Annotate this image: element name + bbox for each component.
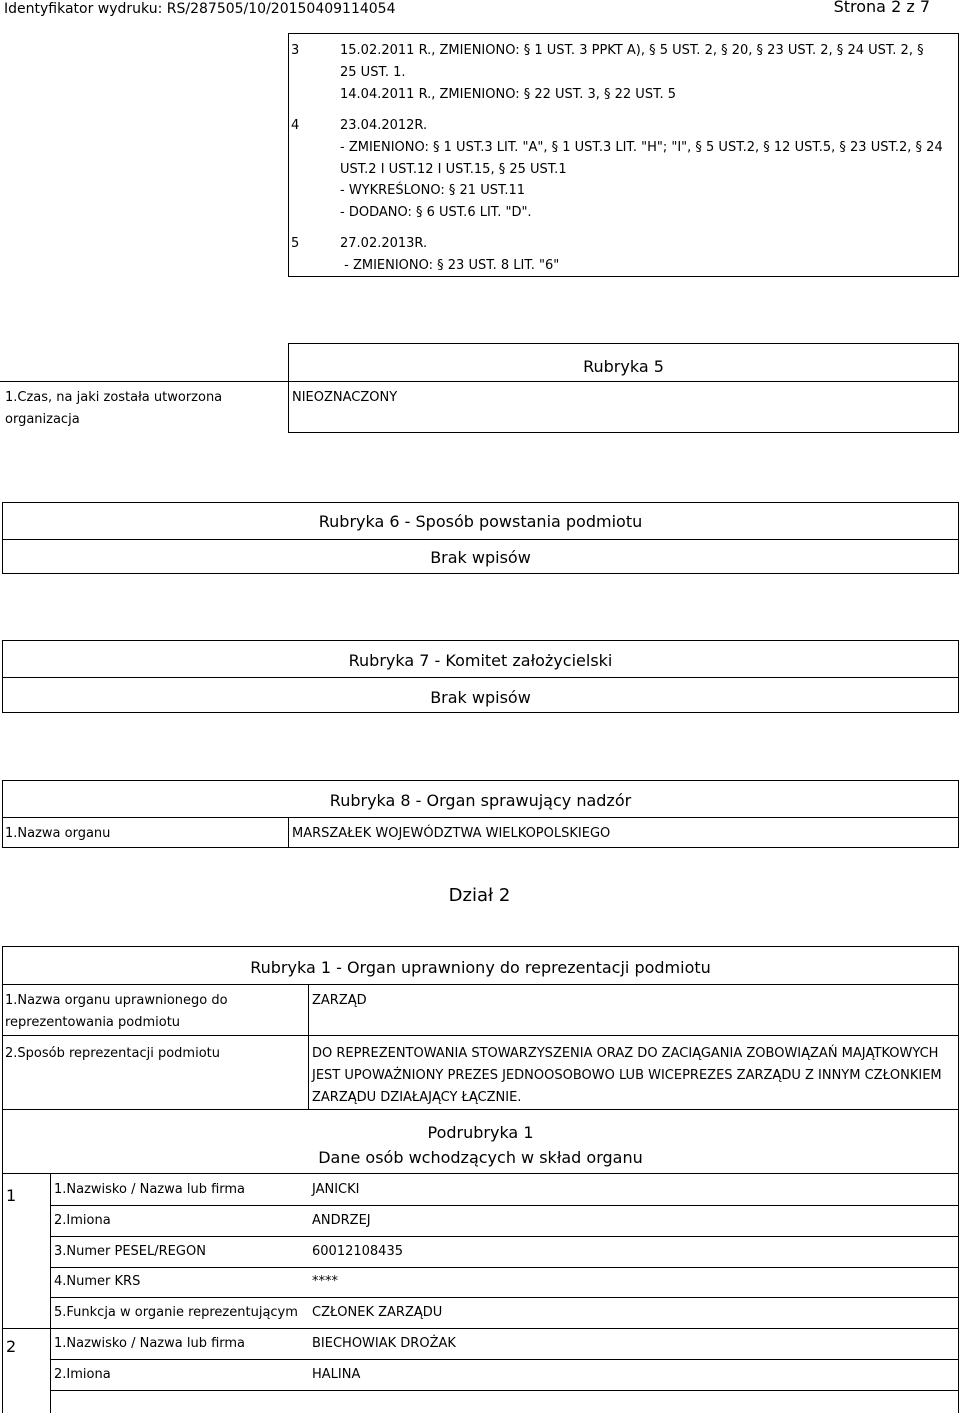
- divider: [50, 1205, 959, 1206]
- divider: [2, 539, 959, 540]
- rubryka6-title: Rubryka 6 - Sposób powstania podmiotu: [318, 512, 643, 531]
- history-line: - ZMIENIONO: § 1 UST.3 LIT. "A", § 1 UST.3 LIT. "H"; "I", § 5 UST.2, § 12 UST.5, § 23 UST.2, § 24: [340, 140, 943, 155]
- print-identifier: Identyfikator wydruku: RS/287505/10/20150409114054: [4, 1, 396, 17]
- person-label: 4.Numer KRS: [54, 1274, 141, 1289]
- section-title: Dział 2: [448, 885, 511, 906]
- rubryka5-title: Rubryka 5: [583, 357, 664, 376]
- history-line: UST.2 I UST.12 I UST.15, § 25 UST.1: [340, 162, 567, 177]
- person-label: 2.Imiona: [54, 1213, 111, 1228]
- divider: [2, 984, 959, 985]
- person-label: 2.Imiona: [54, 1367, 111, 1382]
- person-no: 2: [6, 1337, 17, 1356]
- person-no: 1: [6, 1186, 17, 1205]
- divider: [0, 381, 959, 382]
- person-value: ANDRZEJ: [312, 1213, 371, 1228]
- divider: [288, 817, 289, 848]
- divider: [2, 1109, 959, 1110]
- person-value: CZŁONEK ZARZĄDU: [312, 1305, 443, 1320]
- rubryka7-title: Rubryka 7 - Komitet założycielski: [348, 651, 613, 670]
- rubryka6-value: Brak wpisów: [430, 548, 531, 567]
- person-value: JANICKI: [312, 1182, 360, 1197]
- rubryka5-value: NIEOZNACZONY: [292, 390, 398, 405]
- rubryka1-label1: 1.Nazwa organu uprawnionego do reprezentowania podmiotu: [5, 993, 228, 1030]
- divider: [2, 677, 959, 678]
- page-number: Strona 2 z 7: [833, 0, 930, 16]
- person-label: 1.Nazwisko / Nazwa lub firma: [54, 1182, 246, 1197]
- divider: [50, 1297, 959, 1298]
- divider: [50, 1390, 959, 1391]
- history-line: - DODANO: § 6 UST.6 LIT. "D".: [340, 205, 532, 220]
- history-line: 15.02.2011 R., ZMIENIONO: § 1 UST. 3 PPKT A), § 5 UST. 2, § 20, § 23 UST. 2, § 24 UST. 2, §: [340, 43, 924, 58]
- person-label: 1.Nazwisko / Nazwa lub firma: [54, 1336, 246, 1351]
- person-value: HALINA: [312, 1367, 361, 1382]
- rubryka1-value1: ZARZĄD: [312, 993, 367, 1008]
- person-value: BIECHOWIAK DROŻAK: [312, 1336, 456, 1351]
- divider: [2, 1328, 50, 1329]
- podrubryka-subtitle: Dane osób wchodzących w skład organu: [318, 1148, 643, 1167]
- divider: [50, 1359, 959, 1360]
- rubryka1-value2: DO REPREZENTOWANIA STOWARZYSZENIA ORAZ DO ZACIĄGANIA ZOBOWIĄZAŃ MAJĄTKOWYCH JEST UPOWAŻNIONY PREZES JEDNOOSOBOWO LUB WICEPREZES ZARZĄDU Z INNYM CZŁONKIEM ZARZĄDU DZIAŁAJĄCY ŁĄCZNIE.: [312, 1046, 942, 1105]
- divider: [50, 1236, 959, 1237]
- person-value: 60012108435: [312, 1244, 403, 1259]
- history-no-4: 4: [291, 118, 300, 133]
- person-value: ****: [312, 1274, 338, 1289]
- rubryka7-value: Brak wpisów: [430, 688, 531, 707]
- history-line: - WYKREŚLONO: § 21 UST.11: [340, 183, 526, 198]
- history-line: 27.02.2013R.: [340, 236, 428, 251]
- history-line: 14.04.2011 R., ZMIENIONO: § 22 UST. 3, § 22 UST. 5: [340, 87, 677, 102]
- divider: [308, 984, 309, 1035]
- rubryka8-title: Rubryka 8 - Organ sprawujący nadzór: [329, 791, 632, 810]
- rubryka8-label: 1.Nazwa organu: [5, 826, 111, 841]
- podrubryka-title: Podrubryka 1: [427, 1123, 534, 1142]
- rubryka5-label: 1.Czas, na jaki została utworzona organizacja: [5, 390, 223, 427]
- person-label: 5.Funkcja w organie reprezentującym: [54, 1305, 298, 1320]
- divider: [2, 1035, 959, 1036]
- rubryka8-value: MARSZAŁEK WOJEWÓDZTWA WIELKOPOLSKIEGO: [292, 826, 611, 841]
- history-no-5: 5: [291, 236, 300, 251]
- divider: [2, 1173, 959, 1174]
- rubryka1-label2: 2.Sposób reprezentacji podmiotu: [5, 1046, 220, 1061]
- divider: [2, 817, 959, 818]
- history-no-3: 3: [291, 43, 300, 58]
- divider: [50, 1267, 959, 1268]
- history-line: 23.04.2012R.: [340, 118, 428, 133]
- history-line: - ZMIENIONO: § 23 UST. 8 LIT. "6": [340, 258, 560, 273]
- divider: [288, 381, 289, 433]
- divider: [50, 1328, 959, 1329]
- divider: [50, 1173, 51, 1413]
- divider: [308, 1035, 309, 1109]
- rubryka1-title: Rubryka 1 - Organ uprawniony do reprezentacji podmiotu: [250, 958, 711, 977]
- person-label: 3.Numer PESEL/REGON: [54, 1244, 206, 1259]
- history-line: 25 UST. 1.: [340, 65, 406, 80]
